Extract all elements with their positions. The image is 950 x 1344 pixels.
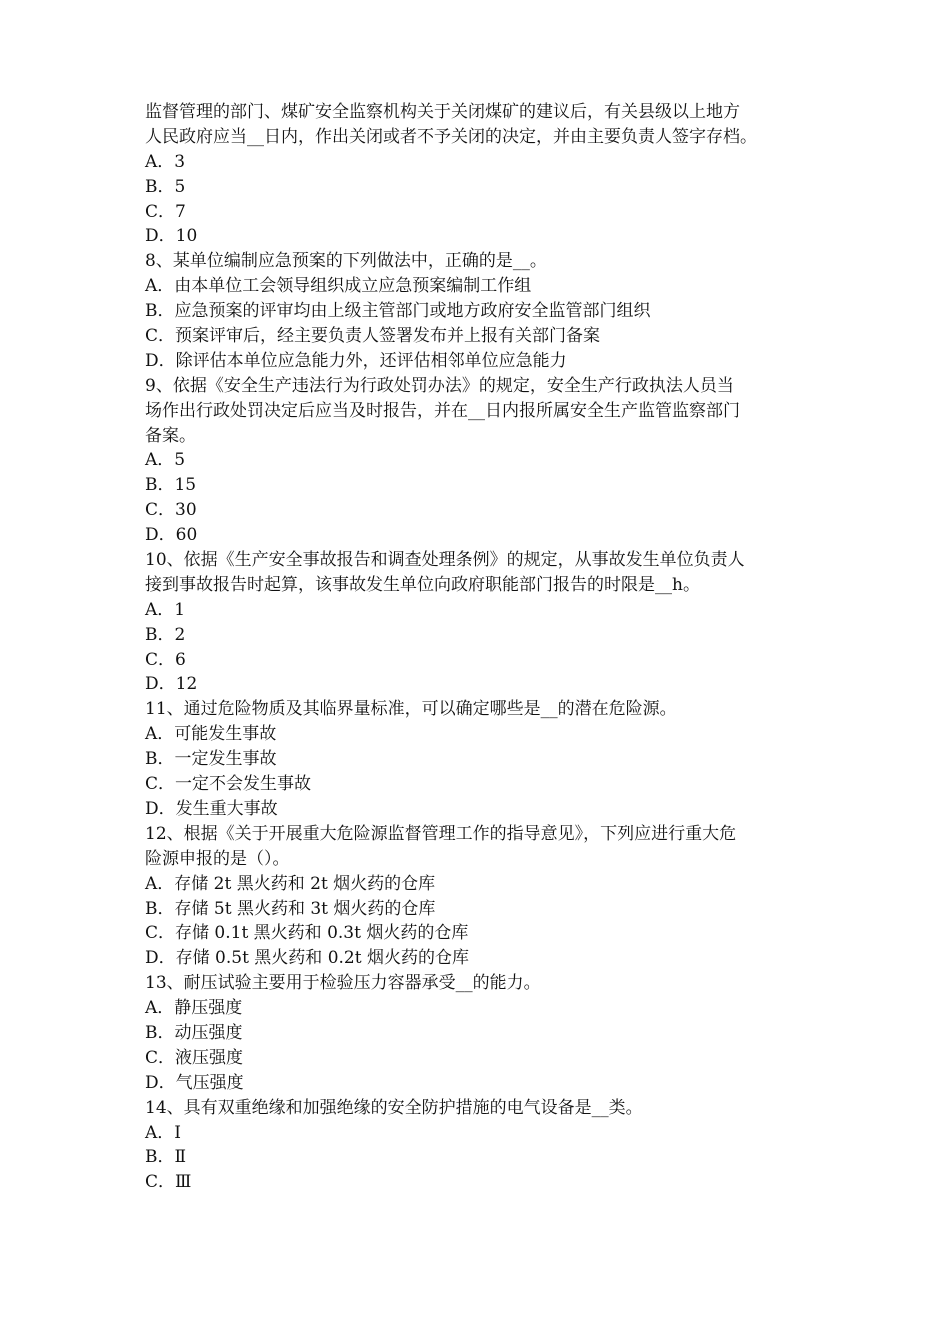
option-line: C．7 — [145, 201, 186, 222]
option-line: A．存储 2t 黑火药和 2t 烟火药的仓库 — [145, 873, 436, 894]
option-line: C．预案评审后，经主要负责人签署发布并上报有关部门备案 — [145, 326, 601, 347]
question-line: 13、耐压试验主要用于检验压力容器承受__的能力。 — [145, 973, 541, 994]
option-line: A．1 — [145, 599, 186, 620]
option-line: D．发生重大事故 — [145, 798, 278, 819]
option-line: D．12 — [145, 674, 198, 695]
option-line: B．15 — [145, 475, 197, 496]
question-line: 备案。 — [145, 425, 196, 446]
question-line: 8、某单位编制应急预案的下列做法中，正确的是__。 — [145, 251, 547, 272]
option-line: D．60 — [145, 525, 198, 546]
question-line: 11、通过危险物质及其临界量标准，可以确定哪些是__的潜在危险源。 — [145, 699, 677, 720]
option-line: B．动压强度 — [145, 1022, 243, 1043]
option-line: A．静压强度 — [145, 998, 243, 1019]
question-line: 14、具有双重绝缘和加强绝缘的安全防护措施的电气设备是__类。 — [145, 1097, 643, 1118]
question-line: 场作出行政处罚决定后应当及时报告，并在__日内报所属安全生产监管监察部门 — [145, 400, 740, 421]
question-line: 10、依据《生产安全事故报告和调查处理条例》的规定，从事故发生单位负责人 — [145, 550, 745, 571]
option-line: D．10 — [145, 226, 198, 247]
question-line: 接到事故报告时起算，该事故发生单位向政府职能部门报告的时限是__h。 — [145, 574, 700, 595]
option-line: C．30 — [145, 500, 197, 521]
option-line: C．一定不会发生事故 — [145, 774, 312, 795]
question-line: 12、根据《关于开展重大危险源监督管理工作的指导意见》，下列应进行重大危 — [145, 823, 737, 844]
option-line: B．2 — [145, 624, 186, 645]
option-line: B．Ⅱ — [145, 1147, 187, 1168]
option-line: D．除评估本单位应急能力外，还评估相邻单位应急能力 — [145, 350, 567, 371]
document-page — [145, 100, 825, 1195]
option-line: C．6 — [145, 649, 186, 670]
option-line: A．Ⅰ — [145, 1122, 181, 1143]
option-line: A．可能发生事故 — [145, 724, 277, 745]
option-line: B．5 — [145, 176, 186, 197]
option-line: C．液压强度 — [145, 1047, 244, 1068]
text-line: 人民政府应当__日内，作出关闭或者不予关闭的决定，并由主要负责人签字存档。 — [145, 126, 757, 147]
option-line: B．一定发生事故 — [145, 749, 277, 770]
option-line: D．气压强度 — [145, 1072, 244, 1093]
option-line: B．应急预案的评审均由上级主管部门或地方政府安全监管部门组织 — [145, 301, 651, 322]
option-line: C．存储 0.1t 黑火药和 0.3t 烟火药的仓库 — [145, 923, 469, 944]
question-line: 9、依据《安全生产违法行为行政处罚办法》的规定，安全生产行政执法人员当 — [145, 375, 734, 396]
option-line: A．3 — [145, 151, 186, 172]
option-line: B．存储 5t 黑火药和 3t 烟火药的仓库 — [145, 898, 436, 919]
text-line: 监督管理的部门、煤矿安全监察机构关于关闭煤矿的建议后，有关县级以上地方 — [145, 102, 740, 122]
question-line: 险源申报的是（）。 — [145, 848, 290, 869]
option-line: A．5 — [145, 450, 186, 471]
option-line: C．Ⅲ — [145, 1172, 192, 1193]
option-line: D．存储 0.5t 黑火药和 0.2t 烟火药的仓库 — [145, 948, 469, 969]
option-line: A．由本单位工会领导组织成立应急预案编制工作组 — [145, 276, 532, 297]
